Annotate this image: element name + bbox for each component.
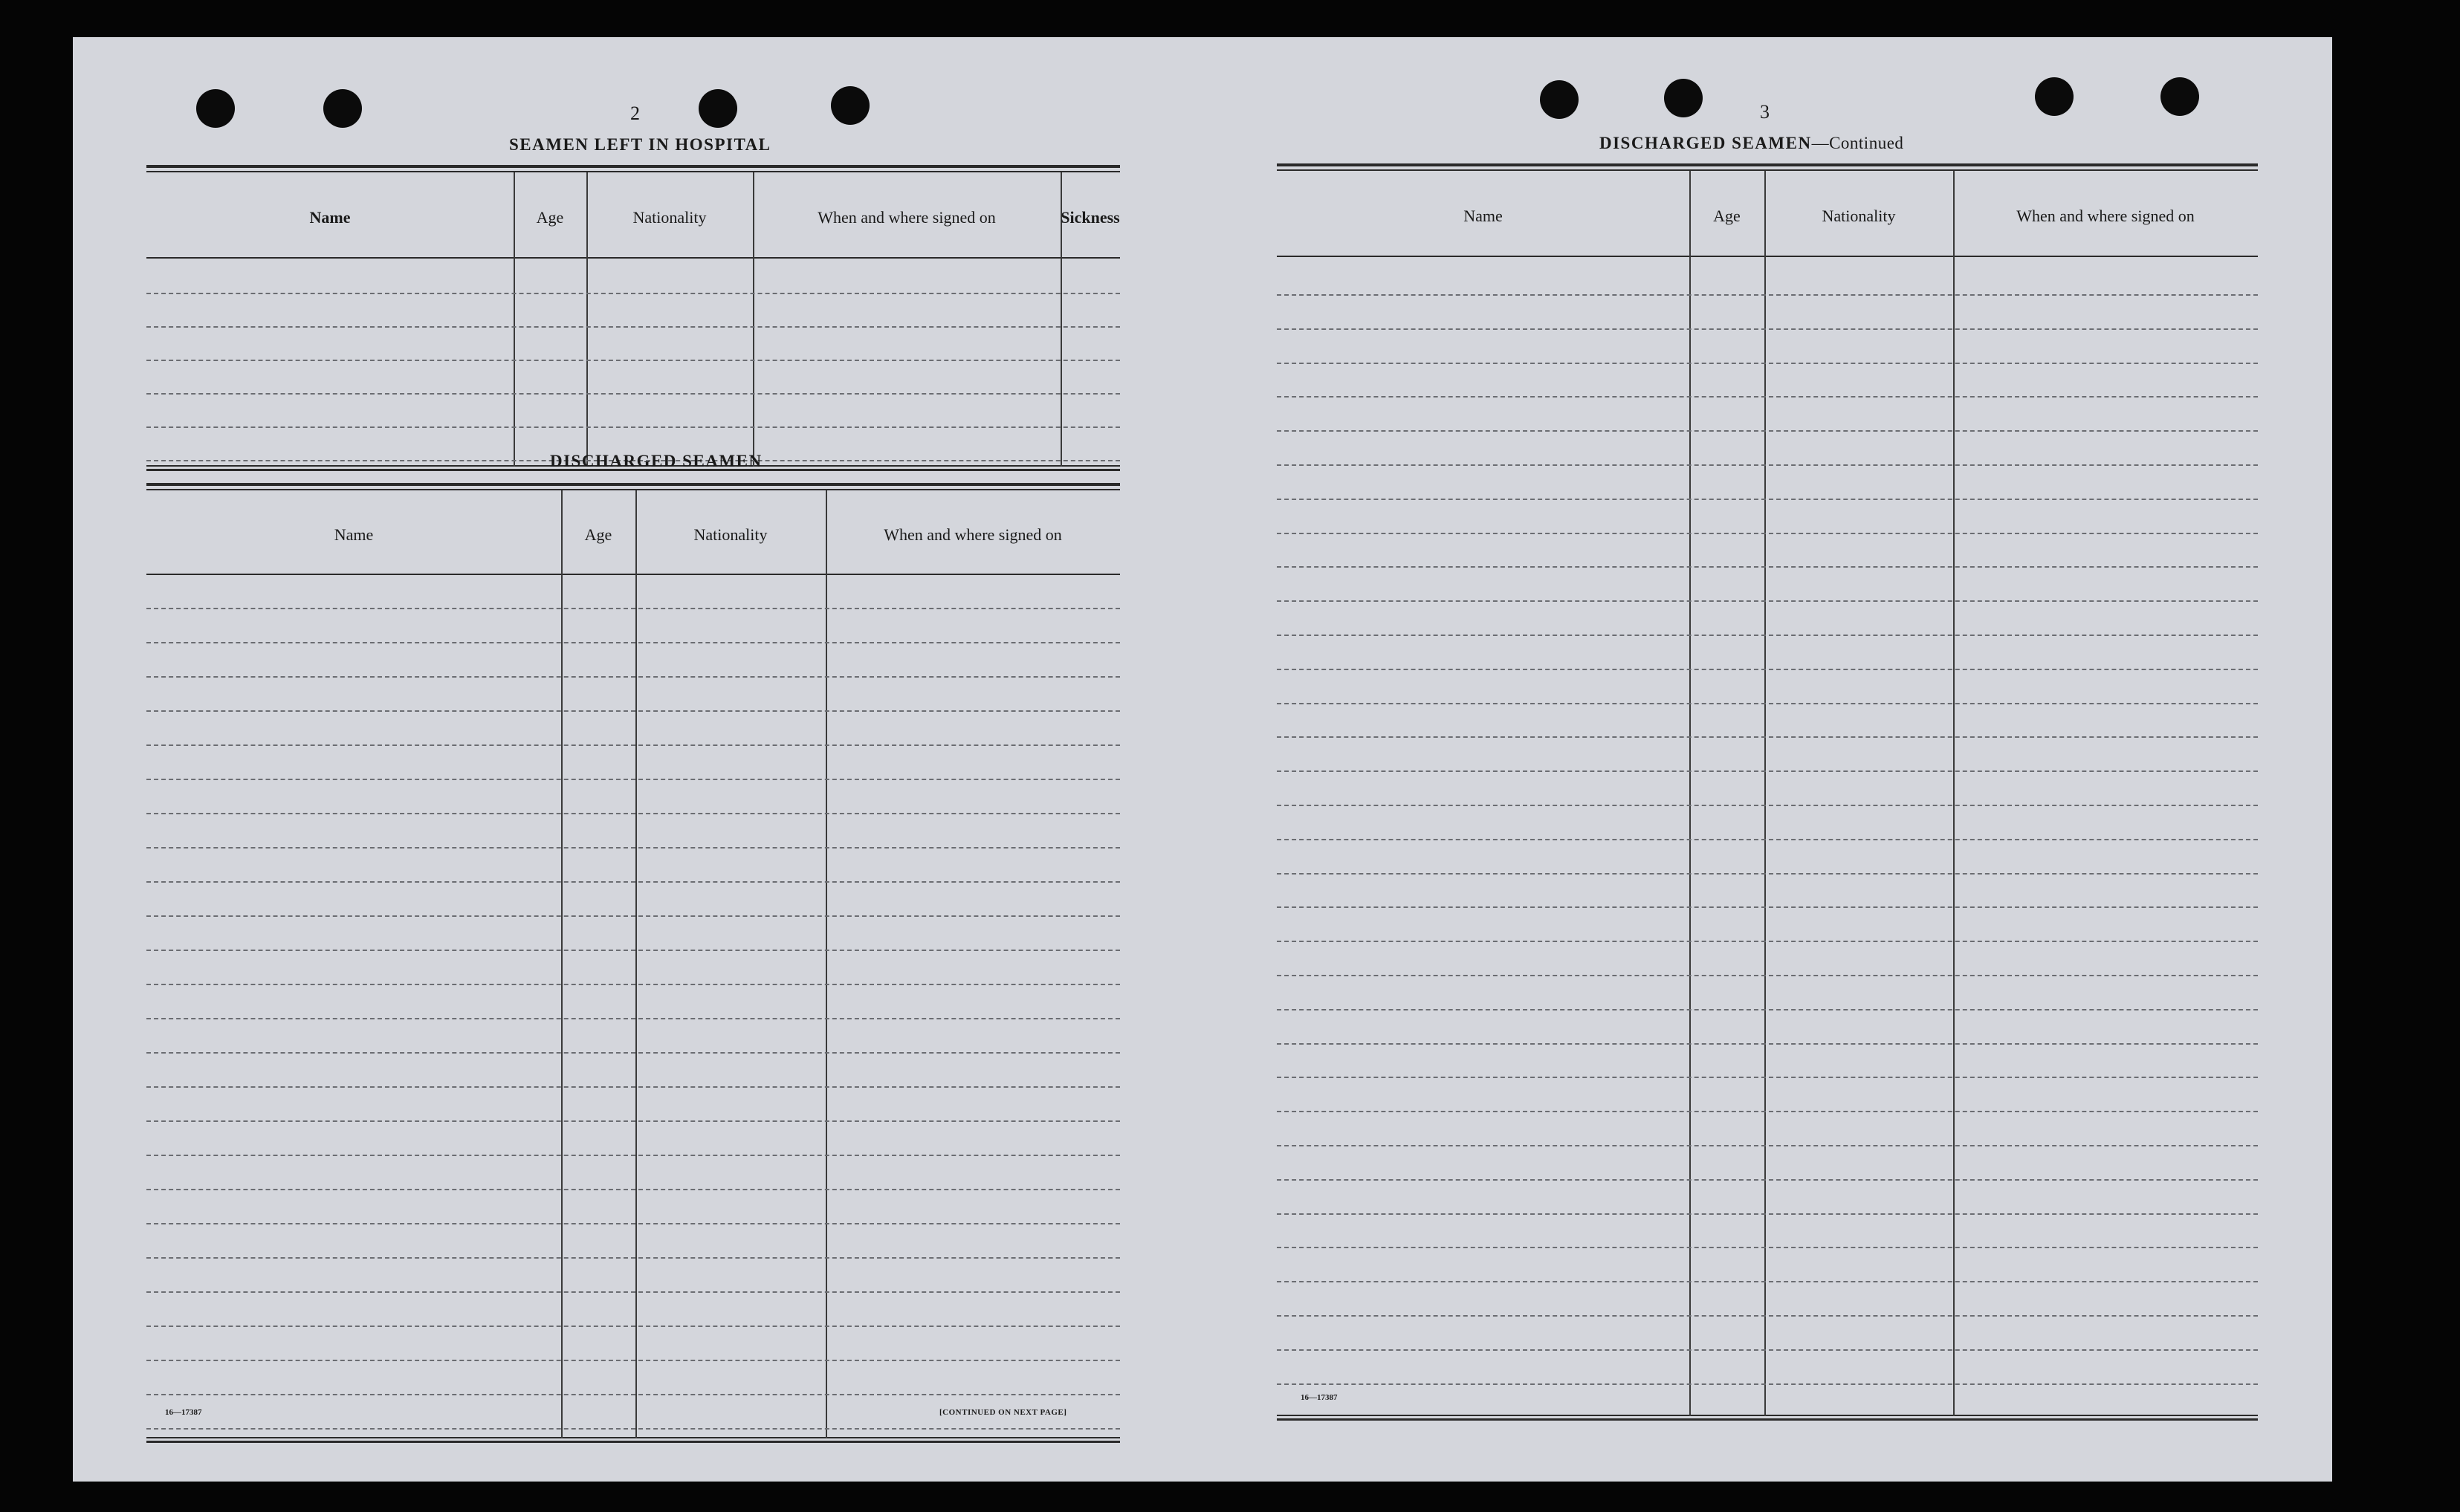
punch-hole: [1540, 80, 1579, 119]
table-top-rule: [146, 165, 1120, 168]
row-line: [1277, 805, 2258, 806]
row-line: [1277, 669, 2258, 670]
row-line: [146, 1155, 1120, 1156]
row-line: [146, 642, 1120, 643]
row-line: [146, 1394, 1120, 1395]
punch-hole: [2160, 77, 2199, 116]
punch-hole: [2035, 77, 2074, 116]
form-number: 16—17387: [165, 1408, 202, 1417]
column-header-name: Name: [309, 208, 351, 227]
row-line: [1277, 1383, 2258, 1385]
punch-hole: [831, 86, 870, 125]
title-main: DISCHARGED SEAMEN: [1599, 134, 1812, 152]
row-line: [1277, 1009, 2258, 1010]
row-line: [146, 847, 1120, 849]
column-divider: [826, 490, 827, 1438]
row-line: [1277, 430, 2258, 432]
row-line: [146, 779, 1120, 780]
row-line: [146, 1052, 1120, 1054]
column-divider: [561, 490, 563, 1438]
row-line: [146, 608, 1120, 609]
row-line: [146, 1086, 1120, 1088]
row-line: [1277, 1349, 2258, 1351]
row-line: [1277, 533, 2258, 534]
table-bottom-rule: [1277, 1418, 2258, 1421]
row-line: [146, 710, 1120, 712]
continued-note: [CONTINUED ON NEXT PAGE]: [939, 1408, 1067, 1417]
row-line: [1277, 600, 2258, 602]
row-line: [146, 1360, 1120, 1361]
row-line: [1277, 464, 2258, 466]
row-line: [146, 1120, 1120, 1122]
header-rule: [146, 574, 1120, 575]
column-header-nationality: Nationality: [632, 208, 707, 227]
row-line: [1277, 1145, 2258, 1146]
row-line: [146, 950, 1120, 951]
column-divider: [1764, 171, 1766, 1416]
row-line: [1277, 873, 2258, 875]
row-line: [1277, 1315, 2258, 1317]
punch-hole: [699, 89, 737, 128]
row-line: [146, 426, 1120, 428]
row-line: [146, 813, 1120, 814]
row-line: [1277, 1179, 2258, 1181]
column-divider: [1689, 171, 1691, 1416]
title-continued: —Continued: [1811, 134, 1904, 152]
row-line: [146, 1428, 1120, 1430]
discharged-table: [146, 483, 1120, 1441]
row-line: [146, 1326, 1120, 1327]
row-line: [146, 393, 1120, 395]
discharged-continued-title: [1599, 134, 1903, 153]
row-line: [1277, 941, 2258, 942]
row-line: [1277, 635, 2258, 636]
row-line: [1277, 363, 2258, 364]
table-top-rule: [1277, 163, 2258, 166]
column-header-when-and-where-signed-on: When and where signed on: [818, 208, 996, 227]
punch-hole: [196, 89, 235, 128]
row-line: [1277, 839, 2258, 840]
column-divider: [1953, 171, 1955, 1416]
row-line: [146, 360, 1120, 361]
column-header-sickness: Sickness: [1061, 208, 1120, 227]
hospital-table: [146, 165, 1120, 470]
row-line: [146, 1223, 1120, 1224]
page-number: 3: [1760, 101, 1770, 123]
column-header-nationality: Nationality: [1822, 207, 1896, 225]
row-line: [1277, 906, 2258, 908]
row-line: [146, 1291, 1120, 1293]
row-line: [1277, 499, 2258, 500]
row-line: [1277, 1281, 2258, 1282]
row-line: [1277, 770, 2258, 772]
table-top-rule: [1277, 169, 2258, 171]
row-line: [146, 326, 1120, 328]
row-line: [1277, 1111, 2258, 1112]
row-line: [146, 744, 1120, 746]
row-line: [146, 915, 1120, 917]
row-line: [146, 881, 1120, 883]
table-bottom-rule: [146, 1437, 1120, 1438]
row-line: [1277, 736, 2258, 738]
row-line: [1277, 1077, 2258, 1078]
table-top-rule: [146, 489, 1120, 490]
row-line: [1277, 1247, 2258, 1248]
column-divider: [635, 490, 637, 1438]
row-line: [146, 1189, 1120, 1190]
row-line: [1277, 975, 2258, 976]
column-header-age: Age: [536, 208, 564, 227]
row-line: [1277, 1213, 2258, 1215]
form-number: 16—17387: [1301, 1393, 1338, 1402]
row-line: [1277, 703, 2258, 704]
page-number: 2: [630, 103, 640, 124]
column-header-nationality: Nationality: [693, 525, 768, 544]
row-line: [1277, 566, 2258, 568]
column-header-age: Age: [584, 525, 612, 544]
row-line: [1277, 328, 2258, 330]
table-top-rule: [146, 483, 1120, 486]
row-line: [1277, 1043, 2258, 1045]
column-header-when-and-where-signed-on: When and where signed on: [884, 525, 1062, 544]
form-sheet: [73, 37, 2332, 1482]
row-line: [146, 1257, 1120, 1259]
table-bottom-rule: [146, 1441, 1120, 1443]
discharged-section-title: DISCHARGED SEAMEN: [550, 452, 763, 470]
row-line: [146, 984, 1120, 985]
row-line: [146, 293, 1120, 294]
row-line: [146, 1018, 1120, 1019]
punch-hole: [323, 89, 362, 128]
row-line: [1277, 396, 2258, 398]
column-header-age: Age: [1713, 207, 1741, 225]
discharged-continued-table: [1277, 163, 2258, 1419]
row-line: [1277, 294, 2258, 296]
punch-hole: [1664, 79, 1703, 117]
column-header-when-and-where-signed-on: When and where signed on: [2016, 207, 2195, 225]
column-header-name: Name: [334, 525, 374, 544]
row-line: [146, 676, 1120, 678]
table-bottom-rule: [1277, 1415, 2258, 1416]
header-rule: [1277, 256, 2258, 257]
header-rule: [146, 257, 1120, 259]
hospital-section-title: SEAMEN LEFT IN HOSPITAL: [509, 135, 771, 154]
table-top-rule: [146, 171, 1120, 172]
column-header-name: Name: [1463, 207, 1503, 225]
